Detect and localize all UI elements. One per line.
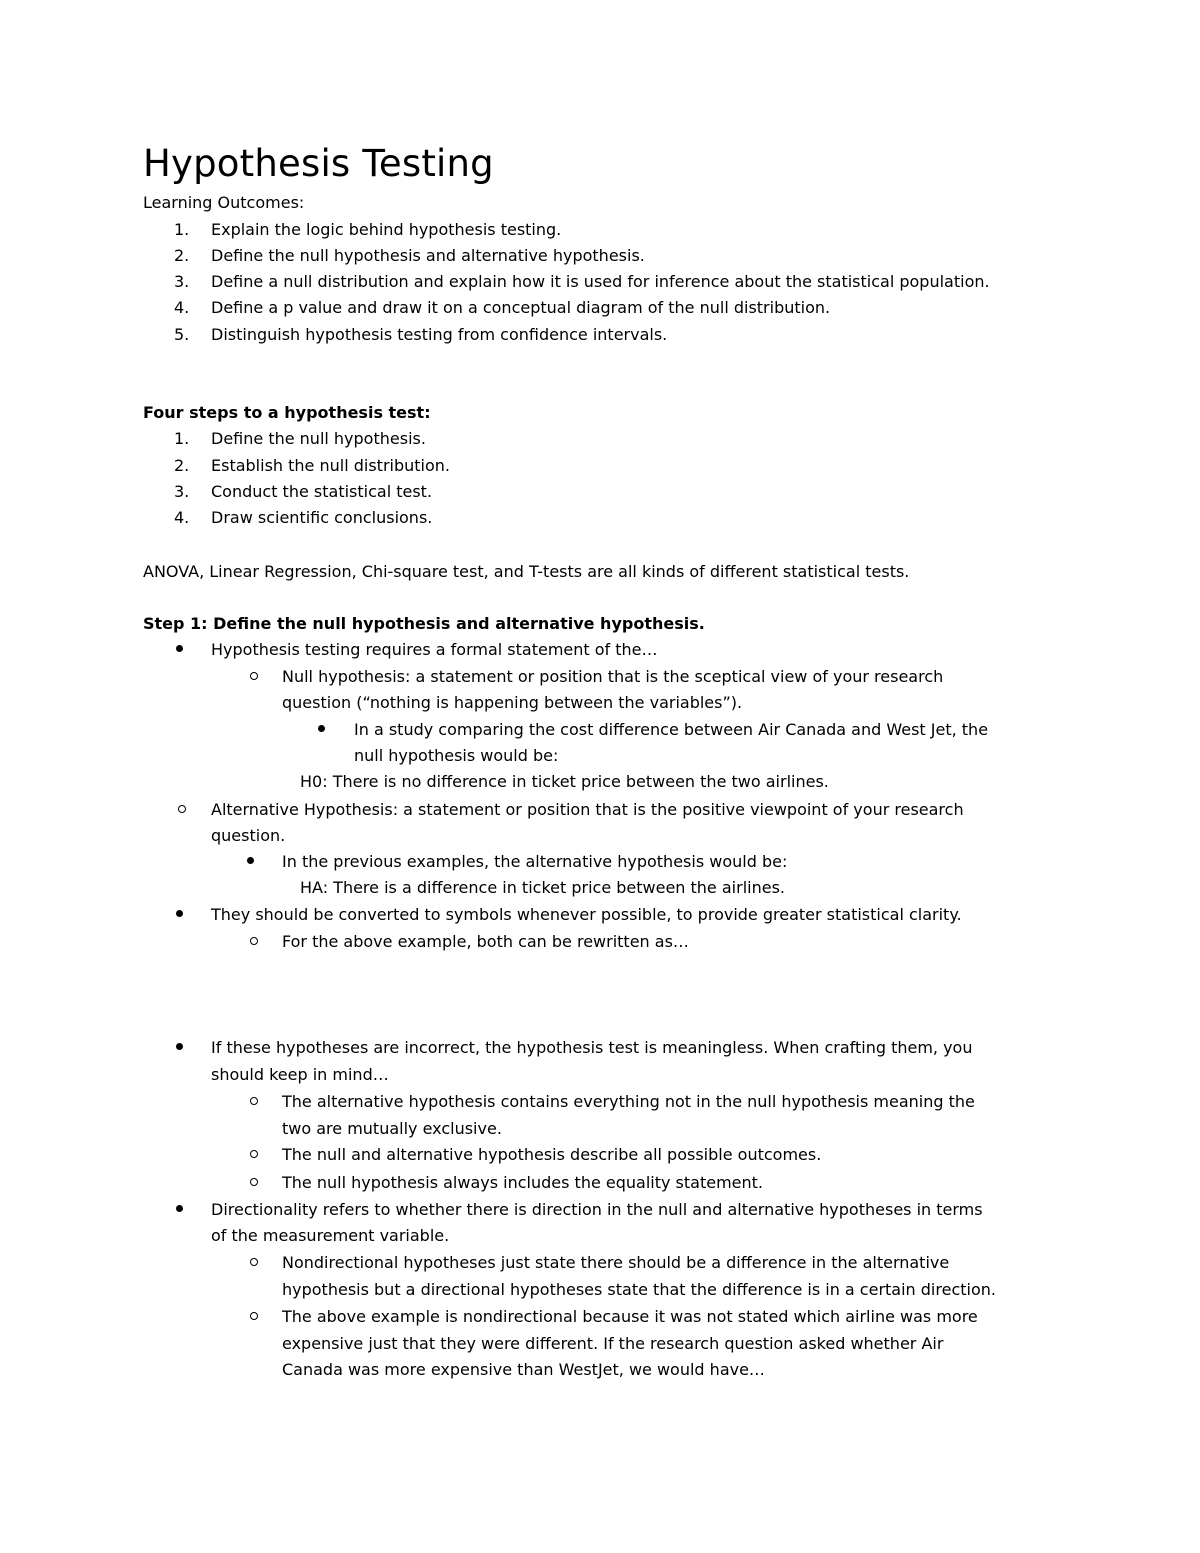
list-number: 1. (174, 429, 190, 448)
bullet-dot-icon (176, 910, 183, 917)
bullet-dot-icon (176, 1043, 183, 1050)
bullet-circle-icon (250, 1150, 258, 1158)
bullet-text: Canada was more expensive than WestJet, we would have… (282, 1360, 765, 1379)
bullet-text: of the measurement variable. (211, 1226, 450, 1245)
four-steps-heading: Four steps to a hypothesis test: (143, 403, 431, 422)
bullet-circle-icon (178, 805, 186, 813)
bullet-dot-icon (318, 725, 325, 732)
list-item: Draw scientific conclusions. (211, 508, 433, 527)
bullet-text: The null hypothesis always includes the equality statement. (282, 1173, 764, 1192)
bullet-dot-icon (247, 857, 254, 864)
list-item: Conduct the statistical test. (211, 482, 433, 501)
list-item: Define a null distribution and explain how it is used for inference about the statistical population. (211, 272, 990, 291)
bullet-text: question (“nothing is happening between the variables”). (282, 693, 743, 712)
bullet-text: The null and alternative hypothesis describe all possible outcomes. (282, 1145, 822, 1164)
page-title: Hypothesis Testing (143, 142, 494, 185)
bullet-circle-icon (250, 672, 258, 680)
bullet-text: In a study comparing the cost difference between Air Canada and West Jet, the (354, 720, 989, 739)
bullet-text: For the above example, both can be rewritten as… (282, 932, 689, 951)
bullet-text: The above example is nondirectional because it was not stated which airline was more (282, 1307, 978, 1326)
bullet-circle-icon (250, 1178, 258, 1186)
bullet-circle-icon (250, 1312, 258, 1320)
list-item: Define the null hypothesis. (211, 429, 426, 448)
alternative-hypothesis-statement: HA: There is a difference in ticket price between the airlines. (300, 878, 785, 897)
bullet-text: Directionality refers to whether there is direction in the null and alternative hypotheses in terms (211, 1200, 983, 1219)
list-number: 4. (174, 298, 190, 317)
bullet-text: null hypothesis would be: (354, 746, 559, 765)
list-number: 2. (174, 456, 190, 475)
step1-heading: Step 1: Define the null hypothesis and alternative hypothesis. (143, 614, 705, 633)
list-item: Define the null hypothesis and alternative hypothesis. (211, 246, 645, 265)
bullet-circle-icon (250, 1258, 258, 1266)
list-number: 4. (174, 508, 190, 527)
bullet-text: They should be converted to symbols whenever possible, to provide greater statistical clarity. (211, 905, 962, 924)
bullet-circle-icon (250, 937, 258, 945)
list-number: 5. (174, 325, 190, 344)
bullet-text: Hypothesis testing requires a formal statement of the… (211, 640, 658, 659)
bullet-text: two are mutually exclusive. (282, 1119, 502, 1138)
bullet-text: should keep in mind… (211, 1065, 389, 1084)
list-number: 3. (174, 272, 190, 291)
bullet-text: Null hypothesis: a statement or position that is the sceptical view of your research (282, 667, 944, 686)
bullet-text: Alternative Hypothesis: a statement or position that is the positive viewpoint of your research (211, 800, 964, 819)
list-number: 2. (174, 246, 190, 265)
bullet-circle-icon (250, 1097, 258, 1105)
anova-note: ANOVA, Linear Regression, Chi-square test, and T-tests are all kinds of different statistical tests. (143, 562, 910, 581)
list-item: Distinguish hypothesis testing from confidence intervals. (211, 325, 668, 344)
bullet-text: hypothesis but a directional hypotheses state that the difference is in a certain direction. (282, 1280, 996, 1299)
bullet-text: If these hypotheses are incorrect, the hypothesis test is meaningless. When crafting them, you (211, 1038, 973, 1057)
bullet-dot-icon (176, 645, 183, 652)
bullet-text: Nondirectional hypotheses just state there should be a difference in the alternative (282, 1253, 950, 1272)
bullet-text: expensive just that they were different. If the research question asked whether Air (282, 1334, 944, 1353)
bullet-text: The alternative hypothesis contains everything not in the null hypothesis meaning the (282, 1092, 975, 1111)
list-number: 1. (174, 220, 190, 239)
learning-outcomes-heading: Learning Outcomes: (143, 193, 305, 212)
list-number: 3. (174, 482, 190, 501)
list-item: Define a p value and draw it on a conceptual diagram of the null distribution. (211, 298, 831, 317)
list-item: Explain the logic behind hypothesis testing. (211, 220, 562, 239)
null-hypothesis-statement: H0: There is no difference in ticket price between the two airlines. (300, 772, 829, 791)
bullet-text: question. (211, 826, 286, 845)
bullet-text: In the previous examples, the alternative hypothesis would be: (282, 852, 788, 871)
bullet-dot-icon (176, 1205, 183, 1212)
list-item: Establish the null distribution. (211, 456, 450, 475)
